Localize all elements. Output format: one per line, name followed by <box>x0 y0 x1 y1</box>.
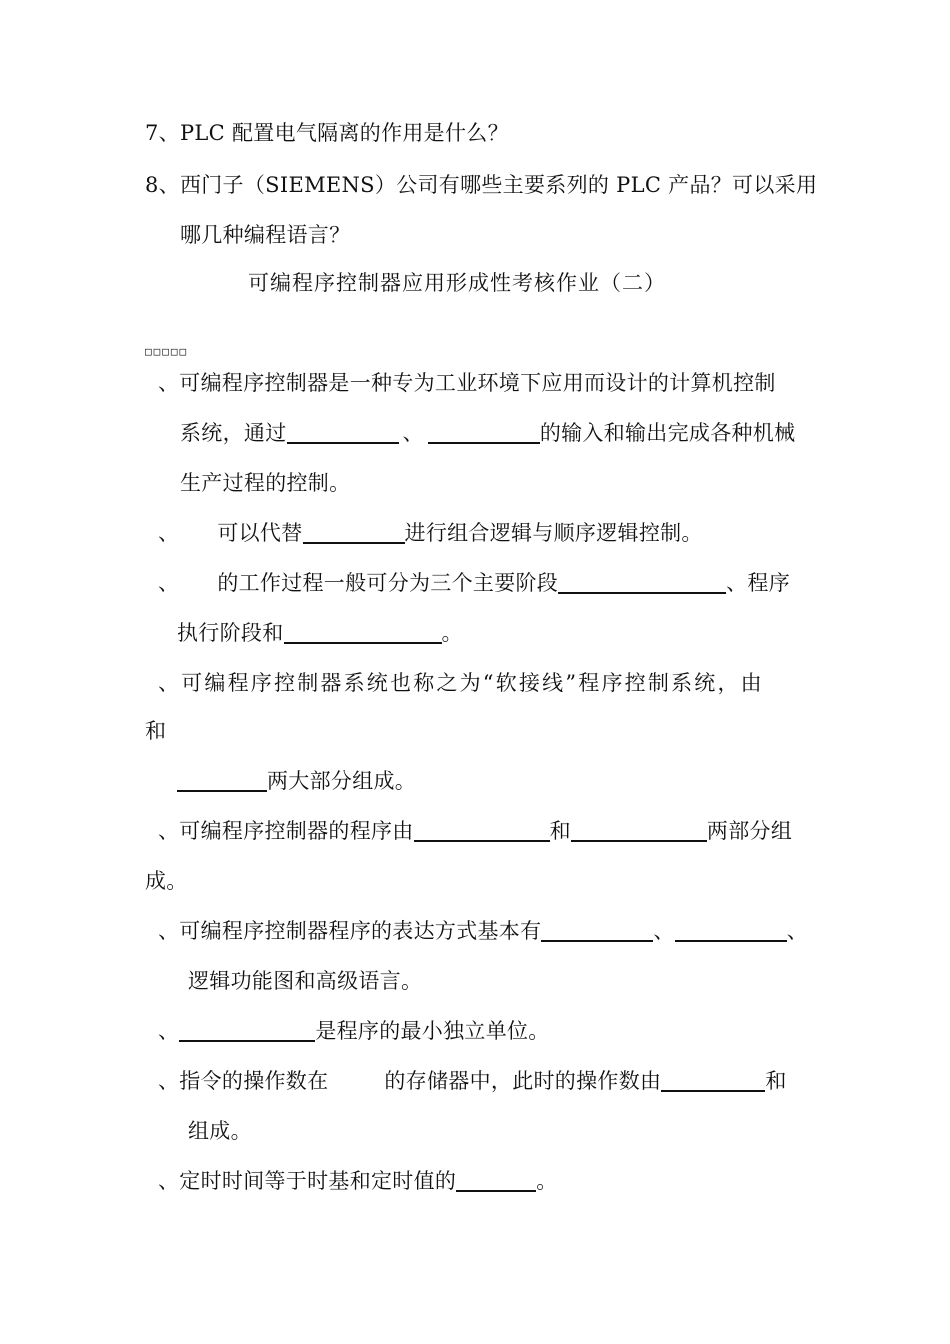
question-7: 7、PLC 配置电气隔离的作用是什么？ <box>145 121 509 145</box>
blank-8[interactable] <box>661 1068 765 1092</box>
blank-6a[interactable] <box>541 918 653 942</box>
section-heading-mark: □□□□□ <box>145 345 189 358</box>
blank-6b[interactable] <box>675 918 787 942</box>
question-8-line-2: 哪几种编程语言？ <box>180 223 351 247</box>
blank-4[interactable] <box>177 768 267 792</box>
blank-3b[interactable] <box>284 620 442 644</box>
item-8-text-b: 的存储器中，此时的操作数由 <box>384 1069 662 1093</box>
item-5-text-a: 、可编程序控制器的程序由 <box>158 819 414 843</box>
blank-5a[interactable] <box>414 818 550 842</box>
item-8-text-a: 、指令的操作数在 <box>158 1069 329 1093</box>
item-7-line <box>158 1016 550 1046</box>
item-3-prefix: 、 <box>158 571 180 595</box>
item-3-text-b: 、程序 <box>726 571 791 595</box>
item-1-text-a: 系统，通过 <box>180 421 287 445</box>
item-8-line-2: 组成。 <box>188 1119 252 1143</box>
item-5-text-c: 两部分组 <box>706 819 793 843</box>
item-2-text-a: 可以代替 <box>217 521 303 545</box>
item-1-line-2 <box>180 418 795 448</box>
item-2-text-b: 进行组合逻辑与顺序逻辑控制。 <box>404 521 703 545</box>
item-9-text-b: 。 <box>536 1169 558 1193</box>
item-9-line <box>158 1166 558 1196</box>
question-8-line-1: 8、西门子（SIEMENS）公司有哪些主要系列的 PLC 产品？可以采用 <box>145 173 818 197</box>
item-4-line-1: 、可编程序控制器系统也称之为“软接线”程序控制系统，由 <box>158 671 764 695</box>
item-3-line-2 <box>177 618 463 648</box>
assignment-title: 可编程序控制器应用形成性考核作业（二） <box>248 271 666 295</box>
item-7-text: 是程序的最小独立单位。 <box>315 1019 550 1043</box>
item-7-prefix: 、 <box>158 1019 180 1043</box>
blank-7[interactable] <box>179 1018 315 1042</box>
item-1-text-b: 、 <box>402 421 424 445</box>
item-3-text-d: 。 <box>441 621 463 645</box>
item-1-line-1: 、可编程序控制器是一种专为工业环境下应用而设计的计算机控制 <box>158 371 776 395</box>
item-6-line-1 <box>158 916 808 946</box>
item-2-line <box>158 518 703 548</box>
item-8-line-1 <box>158 1066 787 1096</box>
item-6-text-a: 、可编程序控制器程序的表达方式基本有 <box>158 919 542 943</box>
item-5-line-2: 成。 <box>145 869 188 893</box>
blank-1b[interactable] <box>428 420 540 444</box>
item-1-line-3: 生产过程的控制。 <box>180 471 351 495</box>
item-8-text-c: 和 <box>765 1069 787 1093</box>
blank-9[interactable] <box>456 1168 536 1192</box>
blank-5b[interactable] <box>571 818 707 842</box>
blank-1a[interactable] <box>287 420 399 444</box>
item-6-text-c: 、 <box>786 919 809 943</box>
item-6-line-2: 逻辑功能图和高级语言。 <box>188 969 423 993</box>
blank-3a[interactable] <box>558 570 726 594</box>
item-4-line-2: 和 <box>145 719 167 743</box>
item-1-text-c: 的输入和输出完成各种机械 <box>539 421 796 445</box>
item-3-text-a: 的工作过程一般可分为三个主要阶段 <box>217 571 559 595</box>
item-5-line-1 <box>158 816 792 846</box>
blank-2[interactable] <box>303 520 405 544</box>
item-9-text-a: 、定时时间等于时基和定时值的 <box>158 1169 457 1193</box>
item-3-line-1 <box>158 568 790 598</box>
item-4-line-3 <box>177 766 416 796</box>
item-4-text-c: 两大部分组成。 <box>267 769 417 793</box>
item-2-prefix: 、 <box>158 521 180 545</box>
item-5-text-b: 和 <box>549 819 571 843</box>
item-6-text-b: 、 <box>653 919 675 943</box>
item-3-text-c: 执行阶段和 <box>177 621 284 645</box>
